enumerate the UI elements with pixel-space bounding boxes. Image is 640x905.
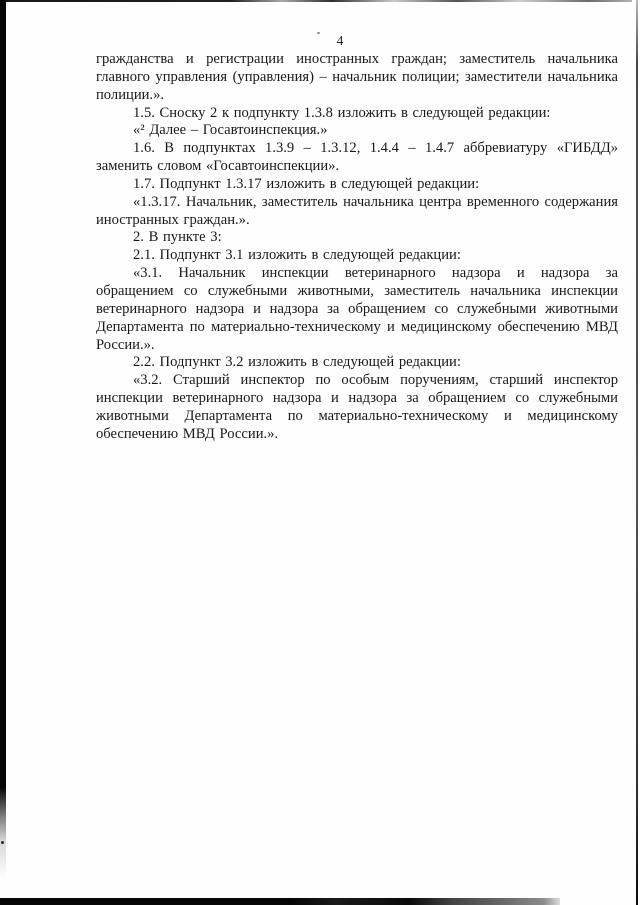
paragraph-item-1-7: 1.7. Подпункт 1.3.17 изложить в следующей редакции: — [133, 175, 480, 192]
paragraph-footnote-2: «² Далее – Госавтоинспекция.» — [133, 122, 328, 139]
paragraph-continuation: гражданства и регистрации иностранных граждан; заместитель начальника главного управления (управления) – начальник полиции; заместители начальника полиции.». — [96, 51, 618, 103]
paragraph-subitem-1-3-17: «1.3.17. Начальник, заместитель начальника центра временного содержания иностранных граждан.». — [96, 193, 618, 228]
scan-artifact-bottom-bar — [0, 898, 560, 905]
paragraph-subitem-3-1: «3.1. Начальник инспекции ветеринарного надзора и надзора за обращением со служебными животными, заместитель начальника инспекции ветеринарного надзора и надзора за обращением со служебными животными Департамента по материально-техническому и медицинскому обеспечению МВД России.». — [96, 265, 618, 353]
scan-artifact-left-bar — [0, 0, 6, 905]
document-text — [96, 51, 618, 444]
paragraph-item-2: 2. В пункте 3: — [133, 229, 222, 246]
scan-artifact-speck — [1, 841, 4, 844]
paragraph-item-2-1: 2.1. Подпункт 3.1 изложить в следующей редакции: — [133, 247, 461, 264]
paragraph-item-2-2: 2.2. Подпункт 3.2 изложить в следующей редакции: — [133, 354, 461, 371]
page-number: 4 — [336, 33, 344, 48]
scan-artifact-top-line — [6, 0, 632, 2]
paragraph-item-1-5: 1.5. Сноску 2 к подпункту 1.3.8 изложить в следующей редакции: — [133, 104, 551, 121]
paragraph-item-1-6: 1.6. В подпунктах 1.3.9 – 1.3.12, 1.4.4 – 1.4.7 аббревиатуру «ГИБДД» заменить словом «Госавтоинспекции». — [96, 140, 618, 175]
paragraph-subitem-3-2: «3.2. Старший инспектор по особым поручениям, старший инспектор инспекции ветеринарного надзора и надзора за обращением со служебными животными Департамента по материально-техническому и медицинскому обеспечению МВД России.». — [96, 372, 618, 442]
scan-artifact-speck — [317, 32, 320, 34]
scan-artifact-right-line — [636, 0, 638, 905]
